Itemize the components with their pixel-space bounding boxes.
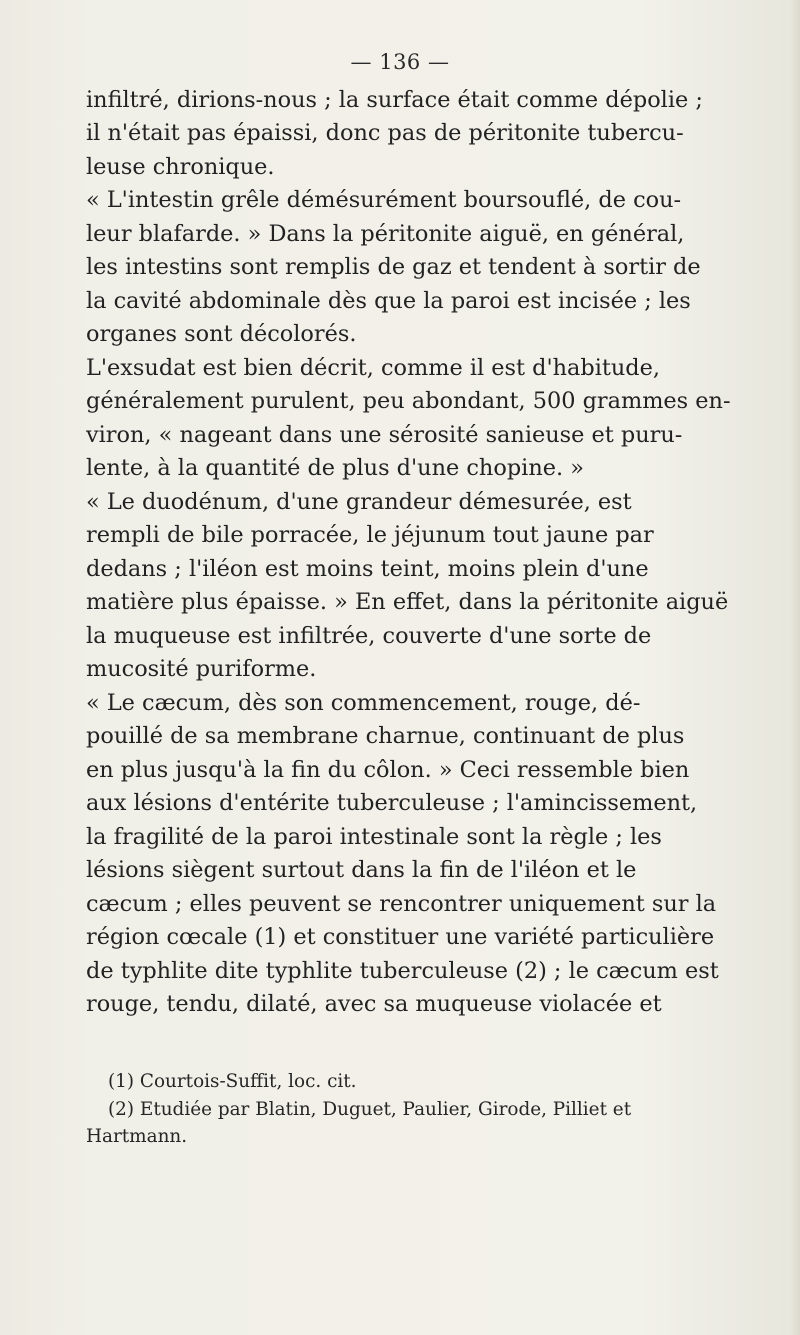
text-line: dedans ; l'iléon est moins teint, moins plein d'une bbox=[86, 556, 649, 582]
text-line: région cœcale (1) et constituer une variété particulière bbox=[86, 924, 715, 950]
text-line: leur blafarde. » Dans la péritonite aiguë, en général, bbox=[86, 221, 685, 247]
text-line: pouillé de sa membrane charnue, continuant de plus bbox=[86, 723, 685, 749]
text-line: « Le duodénum, d'une grandeur démesurée, est bbox=[86, 489, 632, 515]
footnote: (1) Courtois-Suffit, loc. cit. bbox=[108, 1071, 357, 1092]
text-line: « L'intestin grêle démésurément boursouflé, de cou- bbox=[86, 187, 682, 213]
text-line: lente, à la quantité de plus d'une chopine. » bbox=[86, 455, 584, 481]
text-line: lésions siègent surtout dans la fin de l'iléon et le bbox=[86, 857, 637, 883]
footnote-continuation: Hartmann. bbox=[86, 1126, 188, 1147]
footnote: (2) Etudiée par Blatin, Duguet, Paulier, Girode, Pilliet et bbox=[108, 1099, 632, 1120]
text-line: organes sont décolorés. bbox=[86, 321, 357, 347]
text-line: il n'était pas épaissi, donc pas de péritonite tubercu- bbox=[86, 120, 684, 146]
text-line: la fragilité de la paroi intestinale sont la règle ; les bbox=[86, 824, 662, 850]
text-line: rouge, tendu, dilaté, avec sa muqueuse violacée et bbox=[86, 991, 662, 1017]
text-line: mucosité puriforme. bbox=[86, 656, 317, 682]
text-line: rempli de bile porracée, le jéjunum tout jaune par bbox=[86, 522, 654, 548]
text-line: aux lésions d'entérite tuberculeuse ; l'amincissement, bbox=[86, 790, 698, 816]
text-line: infiltré, dirions-nous ; la surface était comme dépolie ; bbox=[86, 87, 703, 113]
text-line: en plus jusqu'à la fin du côlon. » Ceci ressemble bien bbox=[86, 757, 690, 783]
text-line: la muqueuse est infiltrée, couverte d'une sorte de bbox=[86, 623, 652, 649]
text-line: « Le cæcum, dès son commencement, rouge, dé- bbox=[86, 690, 641, 716]
text-line: L'exsudat est bien décrit, comme il est d'habitude, bbox=[86, 355, 660, 381]
text-line: matière plus épaisse. » En effet, dans la péritonite aiguë bbox=[86, 589, 729, 615]
text-line: leuse chronique. bbox=[86, 154, 275, 180]
page-edge-shadow bbox=[790, 0, 800, 1335]
text-line: la cavité abdominale dès que la paroi est incisée ; les bbox=[86, 288, 691, 314]
text-line: viron, « nageant dans une sérosité sanieuse et puru- bbox=[86, 422, 683, 448]
page-number: — 136 — bbox=[350, 50, 450, 74]
text-line: de typhlite dite typhlite tuberculeuse (2) ; le cæcum est bbox=[86, 958, 719, 984]
text-line: les intestins sont remplis de gaz et tendent à sortir de bbox=[86, 254, 701, 280]
text-line: cæcum ; elles peuvent se rencontrer uniquement sur la bbox=[86, 891, 717, 917]
text-line: généralement purulent, peu abondant, 500 grammes en- bbox=[86, 388, 731, 414]
